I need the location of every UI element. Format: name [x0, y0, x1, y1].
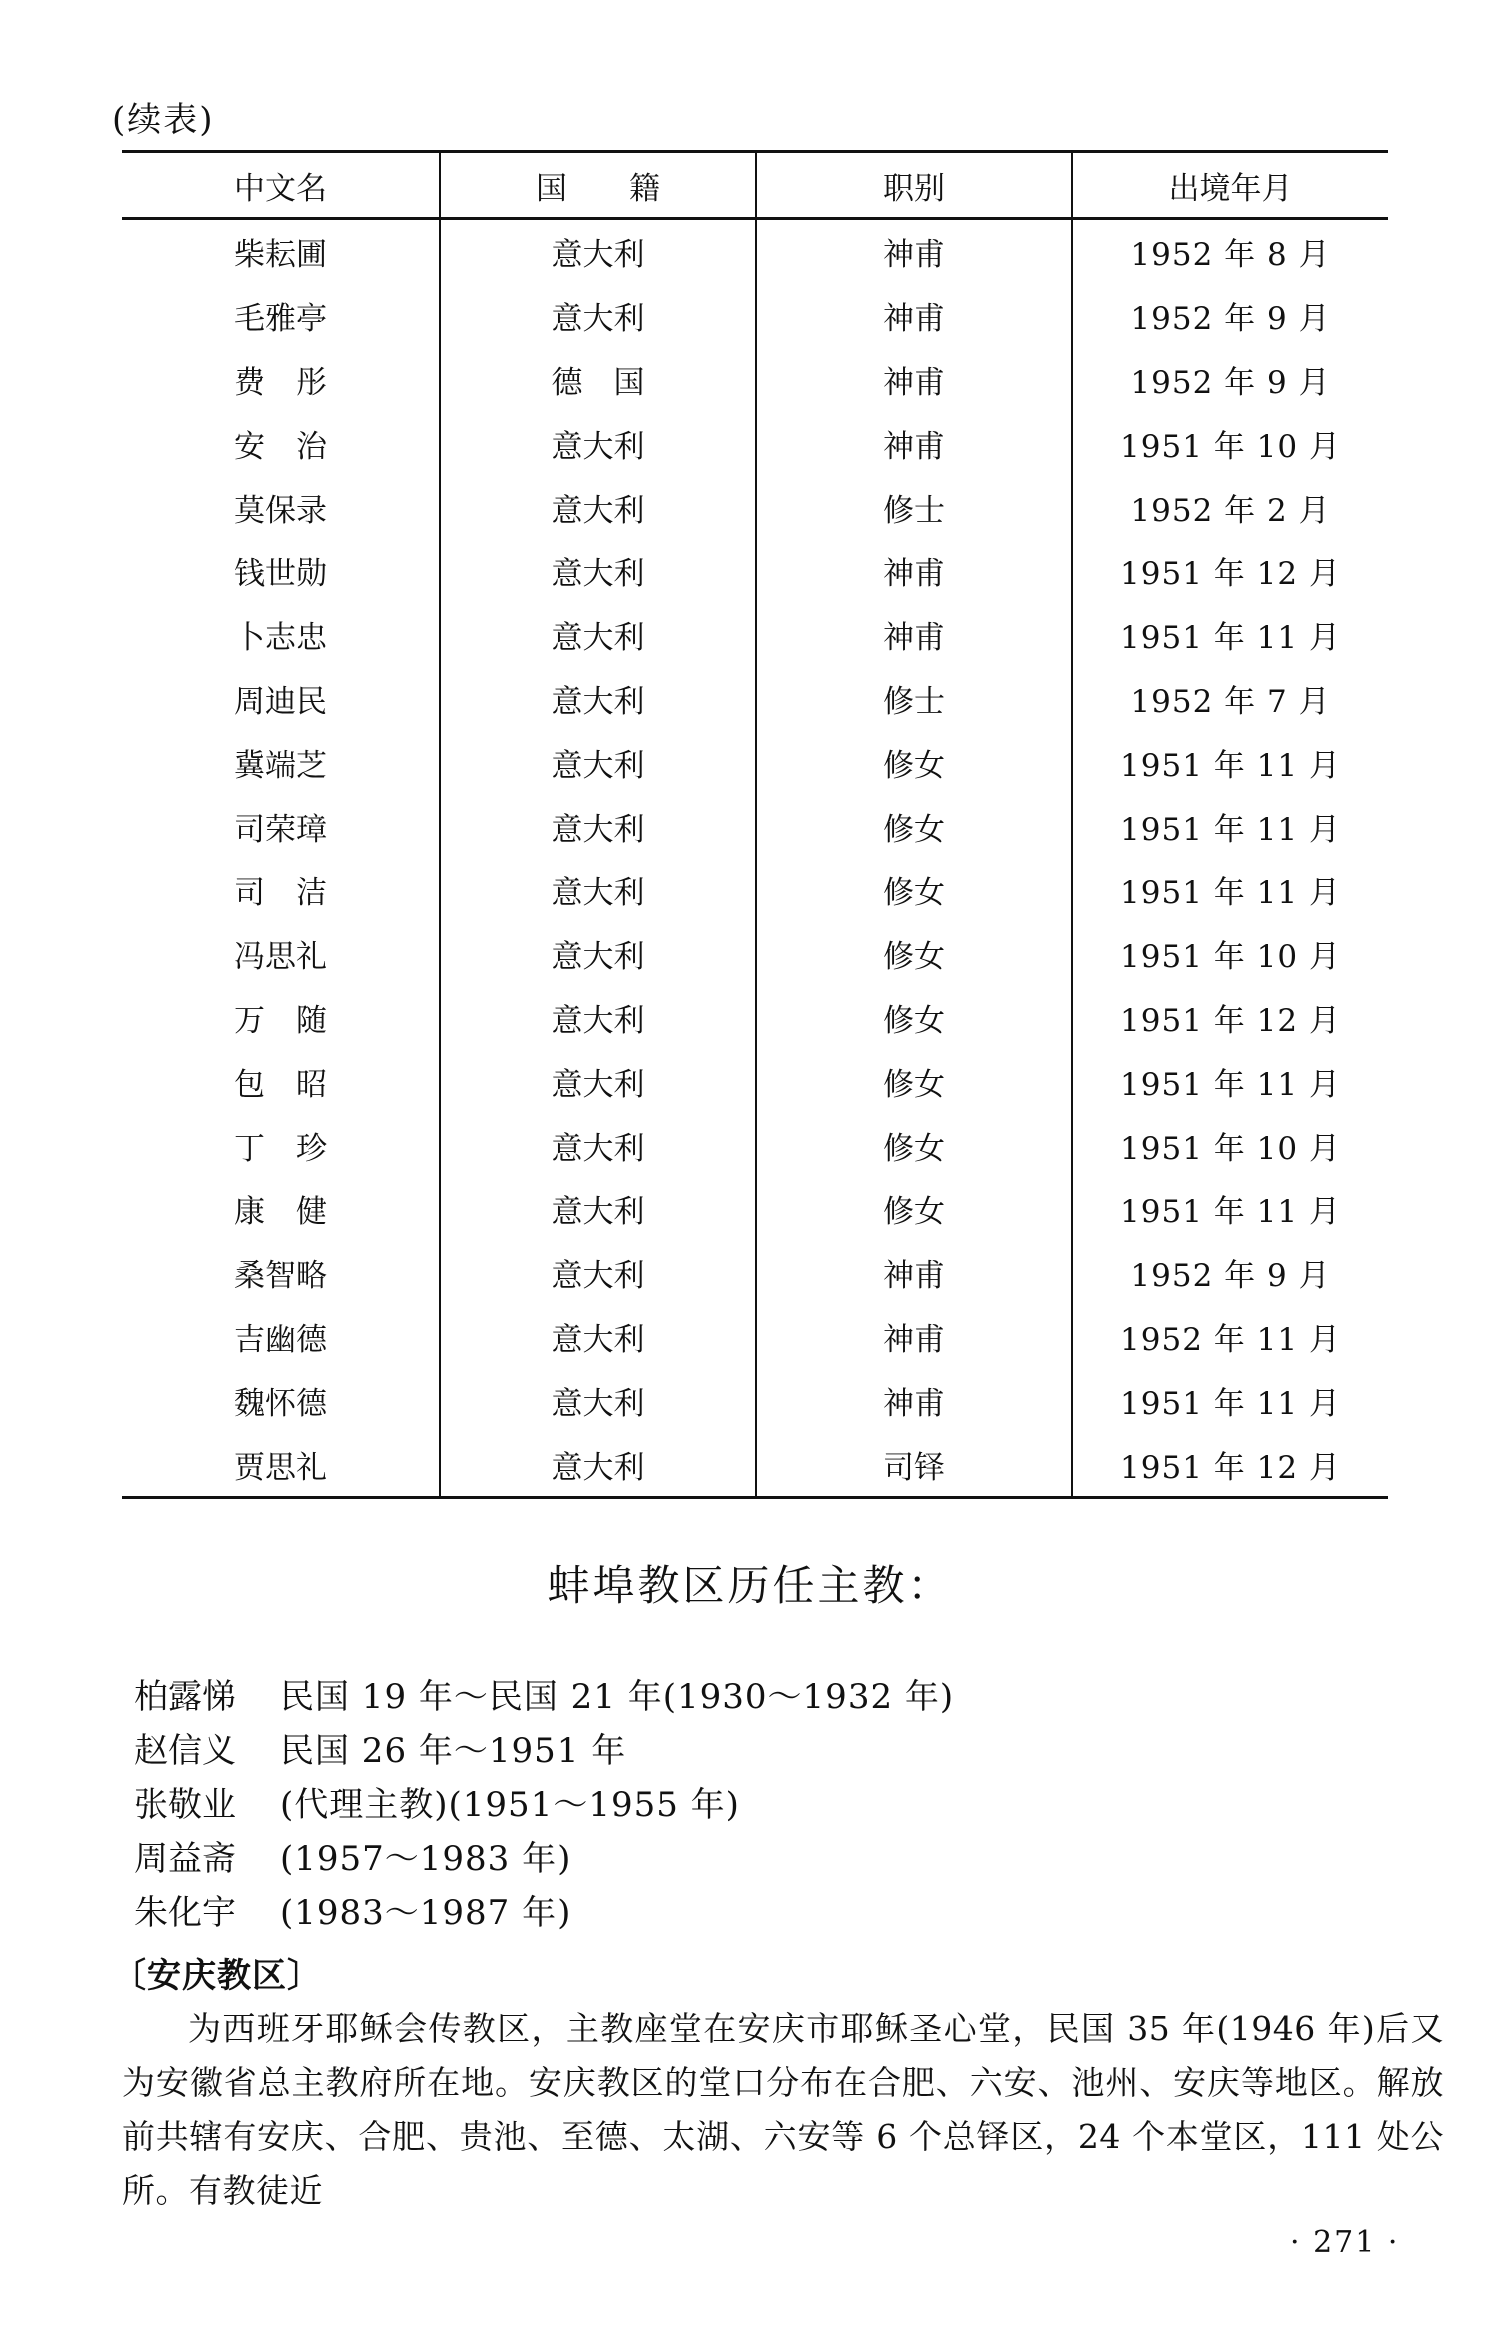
cell-position: 修女: [756, 1049, 1072, 1113]
cell-position: 神甫: [756, 411, 1072, 475]
table-row: [122, 858, 1388, 922]
cell-position: 修女: [756, 922, 1072, 986]
cell-name: 毛雅亭: [234, 301, 327, 338]
cell-departure-date: 1951 年 12 月: [1072, 539, 1388, 603]
cell-nationality: 意大利: [440, 411, 756, 475]
cell-name: 包 昭: [234, 1066, 327, 1103]
body-paragraph: 为西班牙耶稣会传教区，主教座堂在安庆市耶稣圣心堂，民国 35 年(1946 年)后又为安徽省总主教府所在地。安庆教区的堂口分布在合肥、六安、池州、安庆等地区。解放前共辖有安庆、合肥、贵池、至德、太湖、六安等 6 个总铎区，24 个本堂区，111 处公所。有教徒近: [122, 2009, 1444, 2210]
cell-departure-date: 1952 年 9 月: [1072, 1241, 1388, 1305]
cell-departure-date: 1952 年 11 月: [1072, 1305, 1388, 1369]
header-nationality: 国 籍: [440, 152, 756, 219]
cell-departure-date: 1951 年 10 月: [1072, 1113, 1388, 1177]
cell-position: 修女: [756, 794, 1072, 858]
cell-nationality: 意大利: [440, 1305, 756, 1369]
cell-name: 魏怀德: [234, 1385, 327, 1422]
bishop-name: 周益斋: [134, 1839, 236, 1879]
cell-position: 修女: [756, 986, 1072, 1050]
cell-departure-date: 1951 年 10 月: [1072, 922, 1388, 986]
header-departure-date: 出境年月: [1072, 152, 1388, 219]
cell-name: 柴耘圃: [234, 237, 327, 274]
bishop-list: [134, 1670, 954, 1940]
cell-name: 康 健: [234, 1194, 327, 1231]
table-row: [122, 1432, 1388, 1497]
table-row: [122, 348, 1388, 412]
cell-name: 周迪民: [234, 683, 327, 720]
table-row: [122, 475, 1388, 539]
cell-nationality: 意大利: [440, 1241, 756, 1305]
table-row: [122, 730, 1388, 794]
cell-nationality: 意大利: [440, 730, 756, 794]
cell-nationality: 意大利: [440, 284, 756, 348]
cell-name: 钱世勋: [234, 556, 327, 593]
cell-departure-date: 1952 年 9 月: [1072, 348, 1388, 412]
cell-nationality: 意大利: [440, 539, 756, 603]
table-row: [122, 1113, 1388, 1177]
cell-name: 桑智略: [234, 1258, 327, 1295]
cell-departure-date: 1952 年 8 月: [1072, 219, 1388, 284]
cell-position: 神甫: [756, 603, 1072, 667]
table-header: [122, 152, 1388, 219]
bishop-name: 张敬业: [134, 1785, 236, 1825]
table-row: [122, 411, 1388, 475]
cell-departure-date: 1951 年 11 月: [1072, 603, 1388, 667]
page-number: · 271 ·: [1290, 2225, 1400, 2260]
bishop-entry: [134, 1832, 954, 1886]
cell-name: 冀端芝: [234, 747, 327, 784]
cell-position: 修女: [756, 730, 1072, 794]
bishop-term: (1983～1987 年): [280, 1893, 572, 1933]
bishop-entry: [134, 1778, 954, 1832]
cell-nationality: 意大利: [440, 1432, 756, 1497]
cell-nationality: 意大利: [440, 922, 756, 986]
table-row: [122, 1049, 1388, 1113]
cell-name: 司 洁: [234, 875, 327, 912]
table-row: [122, 219, 1388, 284]
cell-departure-date: 1952 年 2 月: [1072, 475, 1388, 539]
cell-nationality: 意大利: [440, 794, 756, 858]
cell-position: 神甫: [756, 348, 1072, 412]
cell-name: 丁 珍: [234, 1130, 327, 1167]
cell-nationality: 意大利: [440, 1049, 756, 1113]
cell-name: 安 治: [234, 428, 327, 465]
table-row: [122, 284, 1388, 348]
cell-nationality: 意大利: [440, 603, 756, 667]
cell-position: 修女: [756, 1113, 1072, 1177]
cell-position: 神甫: [756, 284, 1072, 348]
cell-departure-date: 1951 年 10 月: [1072, 411, 1388, 475]
cell-position: 神甫: [756, 219, 1072, 284]
table-row: [122, 667, 1388, 731]
cell-departure-date: 1951 年 11 月: [1072, 1049, 1388, 1113]
bishop-entry: [134, 1724, 954, 1778]
table-row: [122, 539, 1388, 603]
cell-departure-date: 1952 年 9 月: [1072, 284, 1388, 348]
cell-name: 莫保录: [234, 492, 327, 529]
cell-nationality: 意大利: [440, 1368, 756, 1432]
cell-nationality: 意大利: [440, 858, 756, 922]
cell-position: 神甫: [756, 1305, 1072, 1369]
cell-nationality: 意大利: [440, 219, 756, 284]
cell-departure-date: 1951 年 11 月: [1072, 730, 1388, 794]
bishop-name: 柏露悌: [134, 1677, 236, 1717]
cell-name: 卜志忠: [234, 620, 327, 657]
table-caption: (续表): [112, 100, 215, 140]
cell-name: 费 彤: [234, 364, 327, 401]
subsection-title: 〔安庆教区〕: [112, 1956, 322, 1996]
table-row: [122, 1368, 1388, 1432]
table-body: [122, 219, 1388, 1498]
cell-name: 吉幽德: [234, 1321, 327, 1358]
cell-departure-date: 1952 年 7 月: [1072, 667, 1388, 731]
cell-name: 冯思礼: [234, 939, 327, 976]
cell-position: 神甫: [756, 1241, 1072, 1305]
cell-nationality: 意大利: [440, 986, 756, 1050]
bishop-entry: [134, 1670, 954, 1724]
table-row: [122, 1177, 1388, 1241]
bishop-term: 民国 26 年～1951 年: [280, 1731, 627, 1771]
cell-position: 修士: [756, 475, 1072, 539]
bishop-term: (代理主教)(1951～1955 年): [280, 1785, 740, 1825]
table-row: [122, 603, 1388, 667]
cell-nationality: 意大利: [440, 1177, 756, 1241]
cell-nationality: 意大利: [440, 667, 756, 731]
table-row: [122, 986, 1388, 1050]
cell-nationality: 意大利: [440, 1113, 756, 1177]
cell-departure-date: 1951 年 11 月: [1072, 794, 1388, 858]
table-row: [122, 794, 1388, 858]
header-position: 职别: [756, 152, 1072, 219]
bishop-entry: [134, 1886, 954, 1940]
cell-nationality: 意大利: [440, 475, 756, 539]
bishop-name: 赵信义: [134, 1731, 236, 1771]
cell-position: 神甫: [756, 1368, 1072, 1432]
cell-nationality: 德 国: [440, 348, 756, 412]
bishop-name: 朱化宇: [134, 1893, 236, 1933]
cell-departure-date: 1951 年 12 月: [1072, 986, 1388, 1050]
cell-position: 修女: [756, 858, 1072, 922]
cell-departure-date: 1951 年 11 月: [1072, 1368, 1388, 1432]
cell-position: 修女: [756, 1177, 1072, 1241]
cell-name: 司荣璋: [234, 811, 327, 848]
cell-departure-date: 1951 年 11 月: [1072, 1177, 1388, 1241]
cell-departure-date: 1951 年 12 月: [1072, 1432, 1388, 1497]
bishop-term: (1957～1983 年): [280, 1839, 572, 1879]
cell-name: 万 随: [234, 1002, 327, 1039]
table-row: [122, 1305, 1388, 1369]
header-name: 中文名: [122, 152, 440, 219]
cell-position: 神甫: [756, 539, 1072, 603]
cell-departure-date: 1951 年 11 月: [1072, 858, 1388, 922]
cell-position: 修士: [756, 667, 1072, 731]
table-row: [122, 1241, 1388, 1305]
missionary-table: [122, 150, 1388, 1499]
table-row: [122, 922, 1388, 986]
bishop-term: 民国 19 年～民国 21 年(1930～1932 年): [280, 1677, 955, 1717]
cell-name: 贾思礼: [122, 1432, 440, 1497]
section-heading: 蚌埠教区历任主教：: [547, 1561, 953, 1610]
cell-position: 司铎: [756, 1432, 1072, 1497]
